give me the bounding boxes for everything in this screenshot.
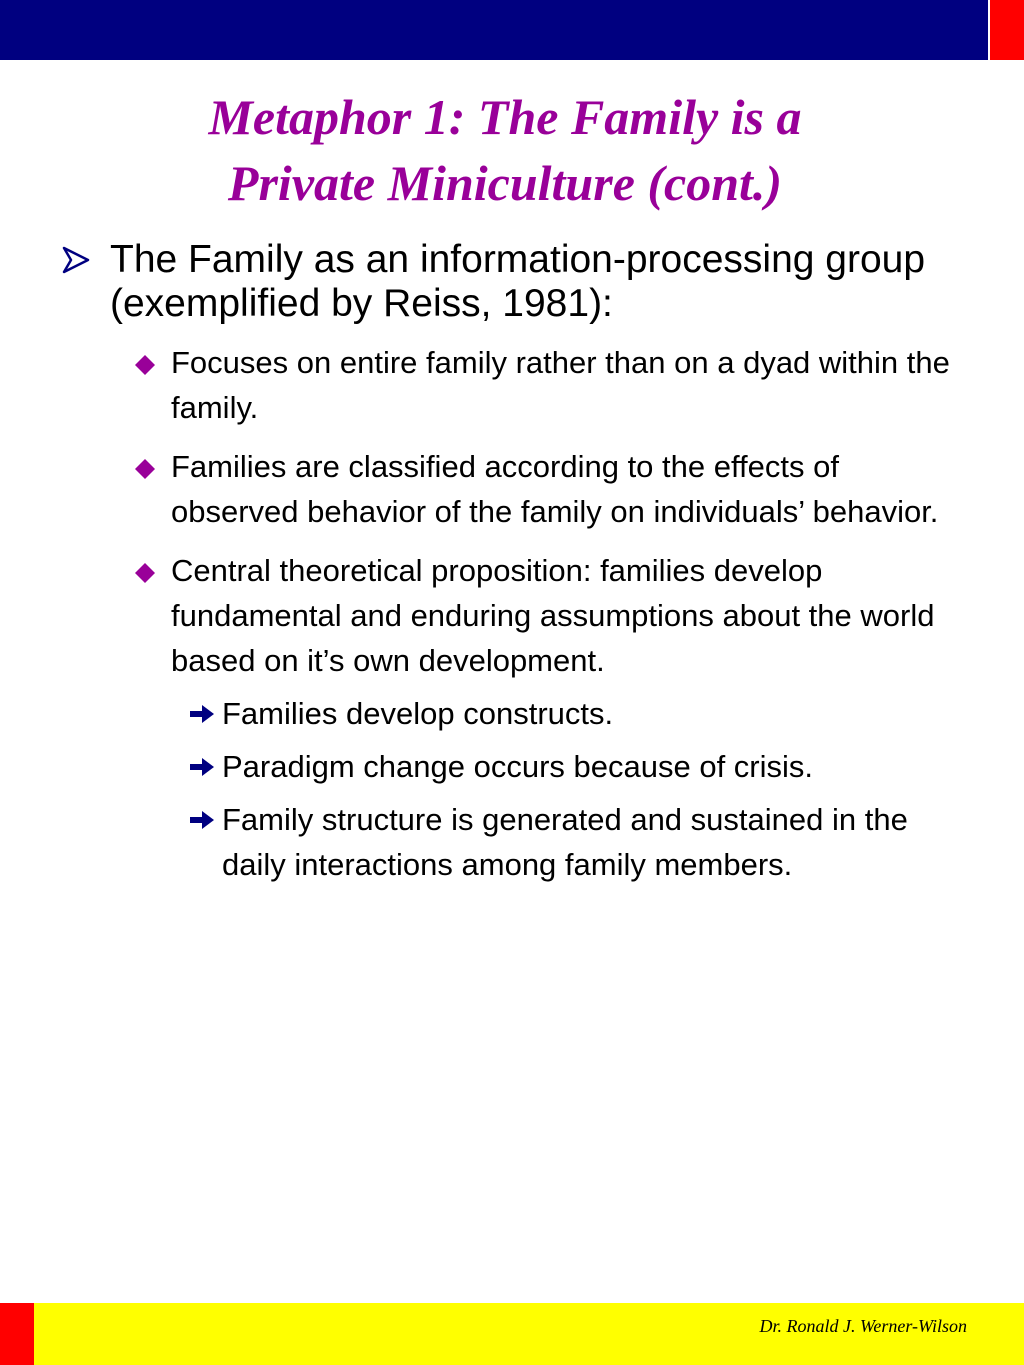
diamond-icon — [134, 458, 156, 480]
sub-point-text: Families are classified according to the effects of observed behavior of the family on individuals’ behavior. — [171, 449, 939, 529]
right-arrow-icon — [188, 756, 216, 778]
slide-title — [0, 84, 1010, 216]
sub-point-text: Central theoretical proposition: families develop fundamental and enduring assumptions about the world based on it’s own development. — [171, 553, 935, 678]
sub-point-text: Focuses on entire family rather than on a dyad within the family. — [171, 345, 950, 425]
bullet-sub-point — [0, 340, 961, 430]
detail-point-text: Paradigm change occurs because of crisis. — [222, 749, 814, 784]
footer-author: Dr. Ronald J. Werner-Wilson — [759, 1316, 967, 1336]
bullet-detail-point — [0, 744, 962, 789]
detail-point-text: Families develop constructs. — [222, 696, 614, 731]
top-accent-block — [990, 0, 1024, 60]
detail-point-text: Family structure is generated and sustained in the daily interactions among family members. — [222, 802, 908, 882]
right-arrow-icon — [188, 703, 216, 725]
bullet-detail-point — [0, 797, 962, 887]
slide-title-line-2: Private Miniculture (cont.) — [227, 155, 783, 211]
slide-body — [0, 238, 1024, 887]
bottom-accent-block — [0, 1303, 34, 1365]
bullet-sub-point — [0, 444, 961, 534]
arrowhead-icon — [60, 244, 92, 276]
right-arrow-icon — [188, 809, 216, 831]
slide-title-line-1: Metaphor 1: The Family is a — [208, 89, 802, 145]
diamond-icon — [134, 354, 156, 376]
top-banner — [0, 0, 988, 60]
main-point-text: The Family as an information-processing group (exemplified by Reiss, 1981): — [110, 238, 926, 325]
bullet-detail-point — [0, 691, 962, 736]
bullet-main-point — [0, 238, 940, 326]
bullet-sub-point — [0, 548, 961, 683]
diamond-icon — [134, 562, 156, 584]
